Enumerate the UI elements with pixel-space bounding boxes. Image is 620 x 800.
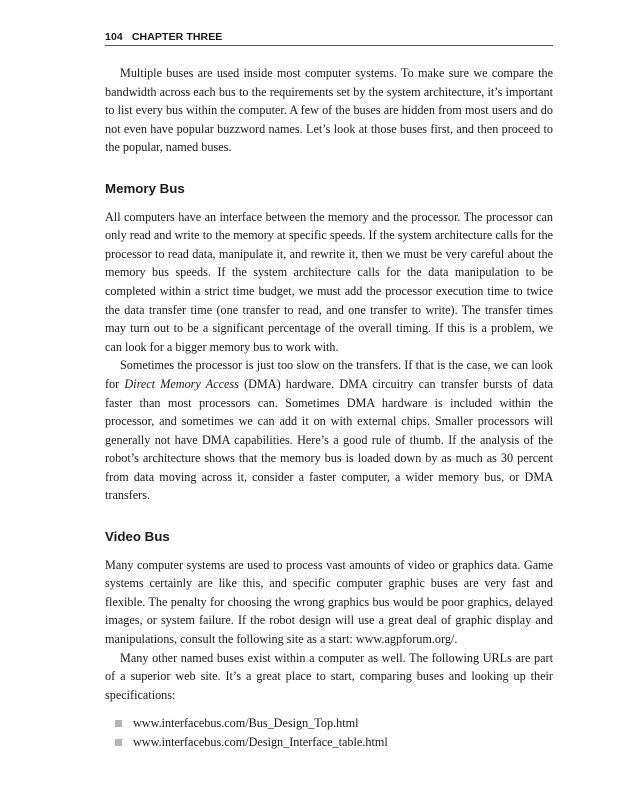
page-number: 104 (105, 31, 123, 43)
memory-bus-paragraph-2 (105, 356, 553, 505)
page-body (105, 64, 553, 752)
running-header (105, 31, 553, 46)
url-link: www.interfacebus.com/Bus_Design_Top.html (133, 716, 359, 731)
dma-text-before: Sometimes the processor is just too slow on the transfers. If that is the case, we can look for (105, 358, 553, 391)
memory-bus-paragraph-1: All computers have an interface between the memory and the processor. The processor can only read and write to the memory at specific speeds. If the system architecture calls for the processor to read data, manipulate it, and rewrite it, then we must be very careful about the memory bus speeds. If the system architecture calls for the data manipulation to be completed within a strict time budget, we must add the processor execution time to twice the data transfer time (one transfer to read, and one transfer to write). The transfer times may turn out to be a significant percentage of the overall timing. If this is a problem, we can look for a bigger memory bus to work with. (105, 209, 553, 354)
square-bullet-icon (115, 739, 122, 746)
video-bus-paragraph-1: Many computer systems are used to process vast amounts of video or graphics data. Game systems certainly are like this, and specific computer graphic buses are very fast and flexible. The penalty for choosing the wrong graphics bus would be poor graphics, delayed images, or system failure. If the robot design will use a great deal of graphic display and manipulations, consult the following site as a start: www.agpforum.org/. (105, 557, 553, 647)
intro-paragraph: Multiple buses are used inside most computer systems. To make sure we compare the bandwidth across each bus to the requirements set by the system architecture, it’s important to list every bus within the computer. A few of the buses are hidden from most users and do not even have popular buzzword names. Let’s look at those buses first, and then proceed to the popular, named buses. (105, 66, 553, 155)
url-link: www.interfacebus.com/Design_Interface_table.html (133, 735, 388, 749)
list-item (105, 733, 553, 752)
square-bullet-icon (115, 720, 122, 727)
memory-bus-heading: Memory Bus (105, 180, 185, 196)
url-list (105, 714, 553, 751)
video-bus-heading: Video Bus (105, 529, 170, 545)
dma-term: Direct Memory Access (124, 376, 239, 391)
list-item (105, 714, 553, 733)
video-bus-paragraph-2: Many other named buses exist within a computer as well. The following URLs are part of a superior web site. It’s a great place to start, comparing buses and looking up their specifications: (105, 650, 553, 702)
dma-text-after: (DMA) hardware. DMA circuitry can transfer bursts of data faster than most processors can. Sometimes DMA hardware is included within the processor, and sometimes we can add it on with external chips. Smaller processors will generally not have DMA capabilities. Here’s a good rule of thumb. If the analysis of the robot’s architecture shows that the memory bus is loaded down by as much as 30 percent from data moving across it, consider a faster computer, a wider memory bus, or DMA transfers. (105, 376, 554, 503)
chapter-title: CHAPTER THREE (131, 31, 223, 43)
